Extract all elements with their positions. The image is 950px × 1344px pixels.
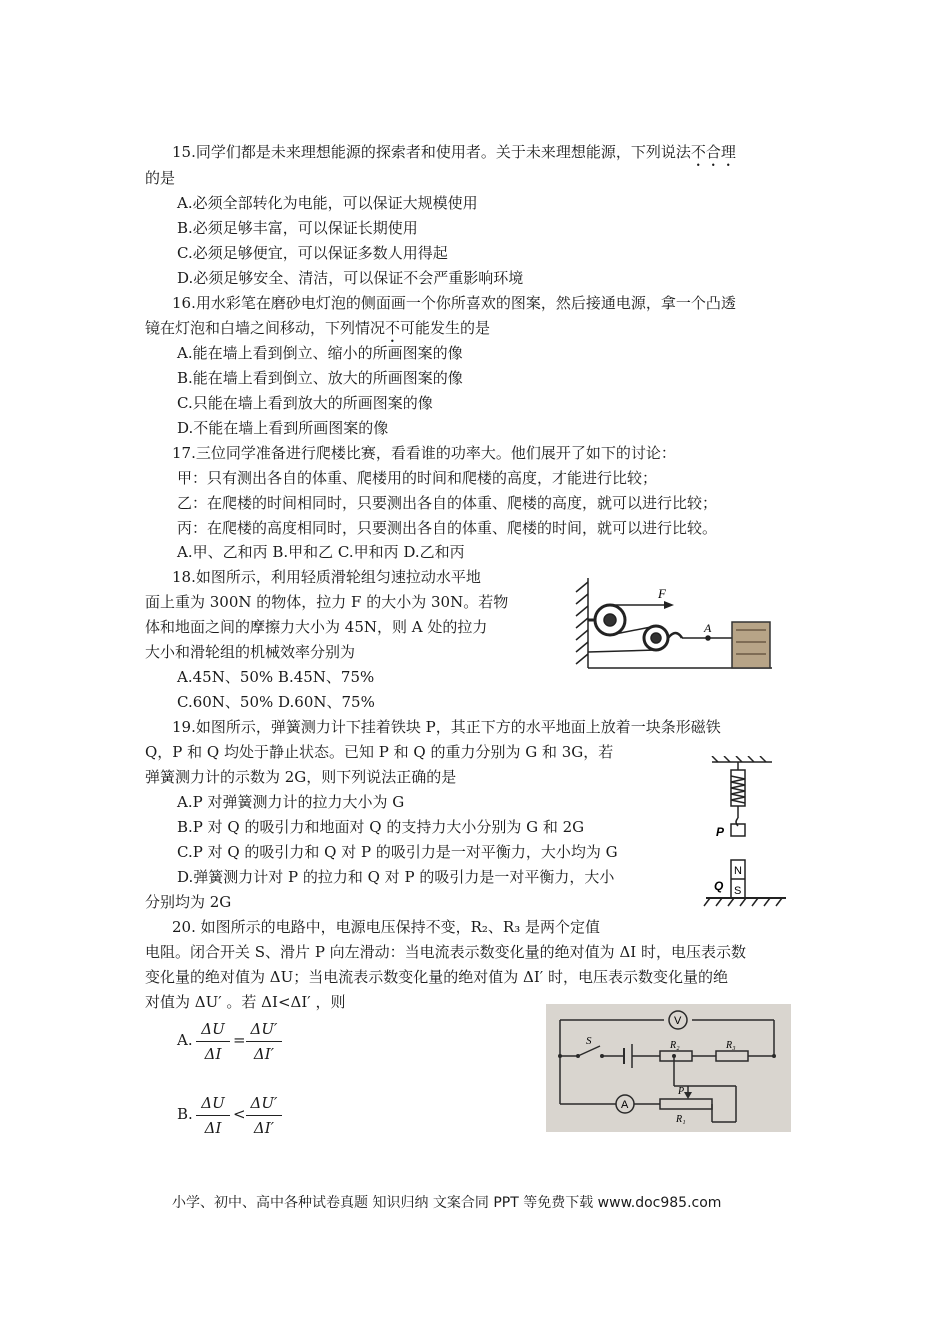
north-pole-label: N (734, 865, 742, 877)
point-a-label: A (704, 621, 712, 635)
q15-stem-cont: 的是 (145, 169, 176, 187)
q20-option-b-left-fraction (196, 1092, 230, 1139)
circuit-figure (546, 1004, 791, 1132)
fraction-numerator: ΔU (201, 1094, 225, 1112)
force-label: F (658, 586, 666, 601)
q19-stem-l2: Q，P 和 Q 均处于静止状态。已知 P 和 Q 的重力分别为 G 和 3G，若 (145, 743, 614, 761)
fraction-numerator: ΔU′ (250, 1020, 278, 1038)
q17-stem: 17.三位同学准备进行爬楼比赛，看看谁的功率大。他们展开了如下的讨论： (172, 444, 676, 462)
q16-emphasis: 不 (385, 319, 401, 337)
slider-p-label: P (678, 1086, 685, 1097)
q20-option-a-left-fraction (196, 1018, 230, 1065)
q16-option-b: B.能在墙上看到倒立、放大的所画图案的像 (177, 369, 463, 387)
resistor-r2-label: R₂ (670, 1040, 680, 1051)
q15-option-b: B.必须足够丰富，可以保证长期使用 (177, 219, 418, 237)
q19-stem-l3: 弹簧测力计的示数为 2G，则下列说法正确的是 (145, 768, 457, 786)
q17-view-bing: 丙：在爬楼的高度相同时，只要测出各自的体重、爬楼的时间，就可以进行比较。 (177, 519, 718, 537)
q19-option-a: A.P 对弹簧测力计的拉力大小为 G (177, 793, 405, 811)
q17-view-jia: 甲：只有测出各自的体重、爬楼用的时间和爬楼的高度，才能进行比较； (177, 469, 658, 487)
q16-option-a: A.能在墙上看到倒立、缩小的所画图案的像 (177, 344, 463, 362)
q20-option-a-right-fraction (246, 1018, 282, 1065)
q20-option-a-label: A. (177, 1031, 193, 1049)
fraction-denominator: ΔI (204, 1045, 222, 1063)
q15-option-d: D.必须足够安全、清洁，可以保证不会严重影响环境 (177, 269, 524, 287)
q20-stem-l4: 对值为 ΔU′ 。若 ΔI<ΔI′ ，则 (145, 993, 346, 1011)
q16-stem-text: 镜在灯泡和白墙之间移动，下列情况 (145, 319, 386, 337)
pulley-figure (560, 572, 780, 676)
q15-emphasis: 不合理 (690, 143, 736, 161)
resistor-r3-label: R₃ (726, 1040, 736, 1051)
spring-scale-figure (690, 756, 796, 908)
q15-stem-text: 15.同学们都是未来理想能源的探索者和使用者。关于未来理想能源，下列说法 (172, 143, 691, 161)
q17-view-yi: 乙：在爬楼的时间相同时，只要测出各自的体重、爬楼的高度，就可以进行比较； (177, 494, 718, 512)
q15-option-c: C.必须足够便宜，可以保证多数人用得起 (177, 244, 448, 262)
iron-block-p-label: P (716, 825, 725, 839)
ammeter-label: A (621, 1099, 629, 1111)
q16-option-d: D.不能在墙上看到所画图案的像 (177, 419, 389, 437)
fraction-denominator: ΔI (204, 1119, 222, 1137)
q19-option-b: B.P 对 Q 的吸引力和地面对 Q 的支持力大小分别为 G 和 2G (177, 818, 585, 836)
q16-stem: 16.用水彩笔在磨砂电灯泡的侧面画一个你所喜欢的图案，然后接通电源，拿一个凸透 (172, 294, 736, 312)
fraction-numerator: ΔU′ (250, 1094, 278, 1112)
fraction-numerator: ΔU (201, 1020, 225, 1038)
magnet-q-label: Q (714, 879, 724, 893)
q18-options-ab: A.45N、50% B.45N、75% (177, 668, 375, 686)
q15-stem (172, 142, 736, 170)
q19-option-d: D.弹簧测力计对 P 的拉力和 Q 对 P 的吸引力是一对平衡力，大小 (177, 868, 615, 886)
q18-options-cd: C.60N、50% D.60N、75% (177, 693, 375, 711)
q16-option-c: C.只能在墙上看到放大的所画图案的像 (177, 394, 433, 412)
q20-option-b-operator: < (233, 1105, 246, 1123)
q16-stem-cont (145, 318, 490, 346)
q19-option-d-cont: 分别均为 2G (145, 893, 232, 911)
fraction-denominator: ΔI′ (253, 1045, 275, 1063)
q18-stem-l3: 体和地面之间的摩擦力大小为 45N，则 A 处的拉力 (145, 618, 488, 636)
q20-option-b-label: B. (177, 1105, 193, 1123)
q19-stem: 19.如图所示，弹簧测力计下挂着铁块 P，其正下方的水平地面上放着一块条形磁铁 (172, 718, 721, 736)
q19-option-c: C.P 对 Q 的吸引力和 Q 对 P 的吸引力是一对平衡力，大小均为 G (177, 843, 618, 861)
q20-stem: 20. 如图所示的电路中，电源电压保持不变，R₂、R₃ 是两个定值 (172, 918, 601, 936)
q20-stem-l2: 电阻。闭合开关 S、滑片 P 向左滑动：当电流表示数变化量的绝对值为 ΔI 时，电压表示数 (145, 943, 746, 961)
switch-label: S (586, 1035, 592, 1047)
q18-stem-l2: 面上重为 300N 的物体，拉力 F 的大小为 30N。若物 (145, 593, 509, 611)
q16-stem-tail: 可能发生的是 (400, 319, 491, 337)
q18-stem-l4: 大小和滑轮组的机械效率分别为 (145, 643, 356, 661)
voltmeter-label: V (674, 1015, 682, 1027)
q15-option-a: A.必须全部转化为电能，可以保证大规模使用 (177, 194, 478, 212)
q20-stem-l3: 变化量的绝对值为 ΔU；当电流表示数变化量的绝对值为 ΔI′ 时，电压表示数变化量的绝 (145, 968, 728, 986)
rheostat-r1-label: R₁ (676, 1114, 686, 1125)
q20-option-a-operator: = (233, 1031, 246, 1049)
q20-option-b-right-fraction (246, 1092, 282, 1139)
q17-options: A.甲、乙和丙 B.甲和乙 C.甲和丙 D.乙和丙 (177, 543, 465, 561)
fraction-denominator: ΔI′ (253, 1119, 275, 1137)
page-footer: 小学、初中、高中各种试卷真题 知识归纳 文案合同 PPT 等免费下载 www.doc985.com (172, 1195, 722, 1211)
south-pole-label: S (734, 885, 742, 897)
q18-stem: 18.如图所示，利用轻质滑轮组匀速拉动水平地 (172, 568, 481, 586)
